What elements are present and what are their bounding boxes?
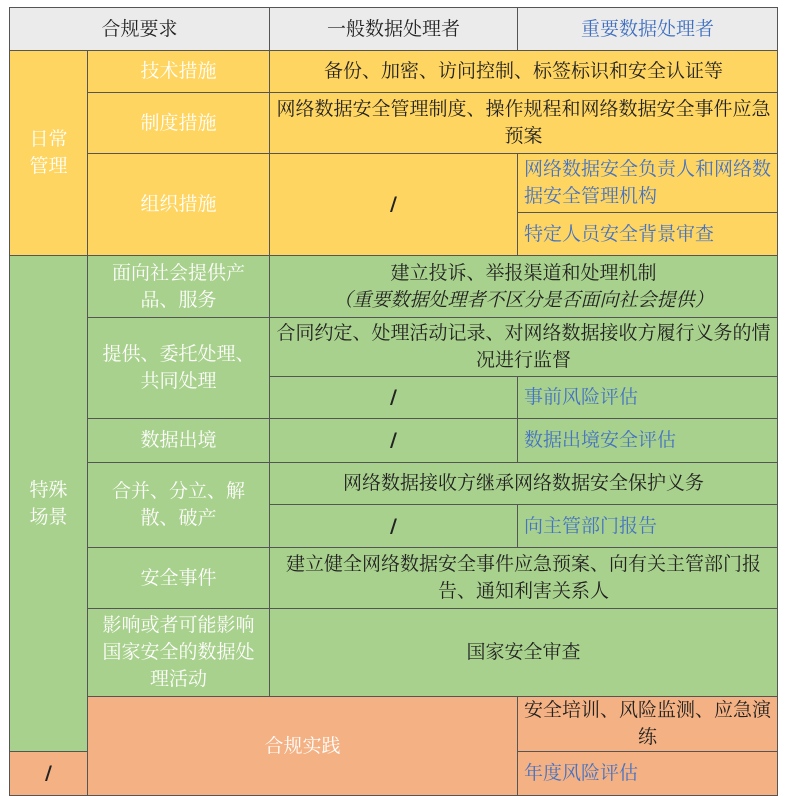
- row-cross-border: [10, 419, 778, 463]
- row-incident: [10, 548, 778, 609]
- cell-institutional-both: 网络数据安全管理制度、操作规程和网络数据安全事件应急预案: [270, 93, 778, 154]
- row-organizational: [10, 154, 778, 213]
- cell-public-service-both: [270, 256, 778, 318]
- row-public-service: [10, 256, 778, 318]
- row-provide-entrust: [10, 318, 778, 377]
- label-cross-border: 数据出境: [88, 419, 270, 463]
- header-general-processor: 一般数据处理者: [270, 8, 518, 51]
- cell-cross-border-important: 数据出境安全评估: [518, 419, 778, 463]
- header-requirement: 合规要求: [10, 8, 270, 51]
- label-national-security: 影响或者可能影响国家安全的数据处理活动: [88, 609, 270, 697]
- cell-practice-general: /: [10, 752, 88, 796]
- label-institutional: 制度措施: [88, 93, 270, 154]
- row-practice: [10, 697, 778, 752]
- cell-provide-entrust-important: 事前风险评估: [518, 377, 778, 419]
- header-row: [10, 8, 778, 51]
- cell-cross-border-general: /: [270, 419, 518, 463]
- header-important-processor: 重要数据处理者: [518, 8, 778, 51]
- label-public-service: 面向社会提供产品、服务: [88, 256, 270, 318]
- cell-provide-entrust-both: 合同约定、处理活动记录、对网络数据接收方履行义务的情况进行监督: [270, 318, 778, 377]
- category-daily-management: 日常 管理: [10, 51, 88, 256]
- cell-practice-important: 年度风险评估: [518, 752, 778, 796]
- cell-incident-both: 建立健全网络数据安全事件应急预案、向有关主管部门报告、通知利害关系人: [270, 548, 778, 609]
- label-incident: 安全事件: [88, 548, 270, 609]
- cell-technical-both: 备份、加密、访问控制、标签标识和安全认证等: [270, 51, 778, 93]
- row-merger: [10, 463, 778, 505]
- category-compliance-practice: 合规实践: [88, 697, 518, 796]
- row-technical: [10, 51, 778, 93]
- cell-merger-both: 网络数据接收方继承网络数据安全保护义务: [270, 463, 778, 505]
- public-service-line-2: （重要数据处理者不区分是否面向社会提供）: [333, 288, 714, 311]
- label-merger: 合并、分立、解散、破产: [88, 463, 270, 548]
- label-technical: 技术措施: [88, 51, 270, 93]
- cell-national-security-both: 国家安全审查: [270, 609, 778, 697]
- compliance-table: [9, 7, 778, 796]
- cell-provide-entrust-general: /: [270, 377, 518, 419]
- label-provide-entrust: 提供、委托处理、共同处理: [88, 318, 270, 419]
- cell-practice-both: 安全培训、风险监测、应急演练: [518, 697, 778, 752]
- row-institutional: [10, 93, 778, 154]
- cell-organizational-important-2: 特定人员安全背景审查: [518, 213, 778, 256]
- category-special-scenarios: 特殊 场景: [10, 256, 88, 752]
- cell-merger-general: /: [270, 505, 518, 548]
- cell-organizational-general: /: [270, 154, 518, 256]
- label-organizational: 组织措施: [88, 154, 270, 256]
- cell-merger-important: 向主管部门报告: [518, 505, 778, 548]
- row-national-security: [10, 609, 778, 697]
- cell-organizational-important-1: 网络数据安全负责人和网络数据安全管理机构: [518, 154, 778, 213]
- public-service-line-1: 建立投诉、举报渠道和处理机制: [390, 261, 657, 284]
